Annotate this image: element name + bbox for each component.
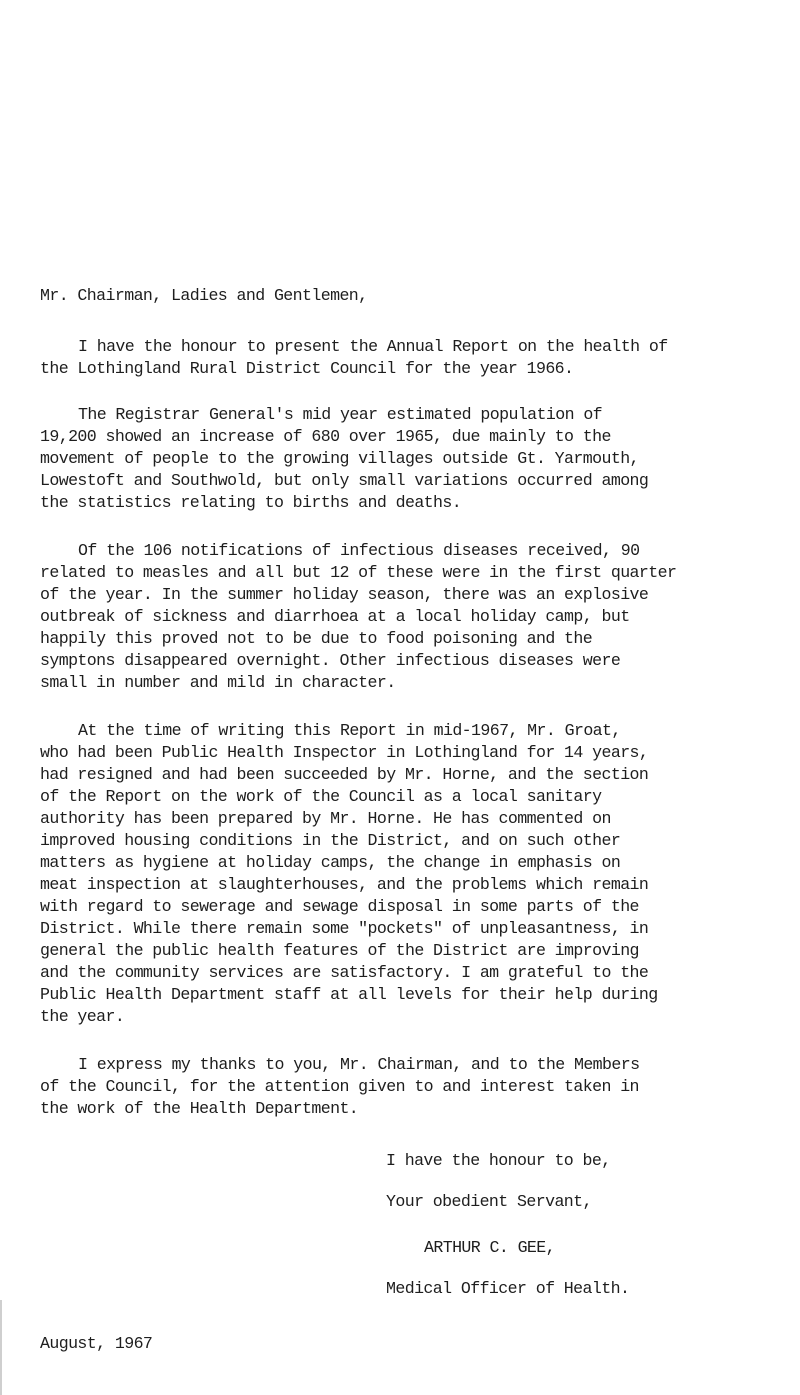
paragraph-5-line-2: of the Council, for the attention given to and interest taken in — [40, 1077, 639, 1096]
paragraph-3-line-6: symptons disappeared overnight. Other infectious diseases were — [40, 651, 621, 670]
paragraph-4-line-3: had resigned and had been succeeded by Mr. Horne, and the section — [40, 765, 649, 784]
paragraph-4-line-4: of the Report on the work of the Council as a local sanitary — [40, 787, 602, 806]
paragraph-4-line-13: Public Health Department staff at all levels for their help during — [40, 985, 658, 1004]
paragraph-4-line-5: authority has been prepared by Mr. Horne. He has commented on — [40, 809, 611, 828]
paragraph-4-line-11: general the public health features of the District are improving — [40, 941, 639, 960]
closing-servant: Your obedient Servant, — [386, 1192, 592, 1211]
paragraph-2-line-2: 19,200 showed an increase of 680 over 1965, due mainly to the — [40, 427, 611, 446]
paragraph-2-line-5: the statistics relating to births and deaths. — [40, 493, 462, 512]
paragraph-3-line-7: small in number and mild in character. — [40, 673, 396, 692]
paragraph-1-line-1: I have the honour to present the Annual Report on the health of — [78, 337, 668, 356]
report-date: August, 1967 — [40, 1334, 153, 1353]
paragraph-4-line-7: matters as hygiene at holiday camps, the change in emphasis on — [40, 853, 621, 872]
paragraph-4-line-8: meat inspection at slaughterhouses, and the problems which remain — [40, 875, 649, 894]
paragraph-2-line-4: Lowestoft and Southwold, but only small variations occurred among — [40, 471, 649, 490]
page-edge-mark — [0, 1300, 2, 1395]
paragraph-2-line-1: The Registrar General's mid year estimated population of — [78, 405, 603, 424]
paragraph-4-line-9: with regard to sewerage and sewage disposal in some parts of the — [40, 897, 639, 916]
paragraph-2-line-3: movement of people to the growing villages outside Gt. Yarmouth, — [40, 449, 639, 468]
paragraph-4-line-14: the year. — [40, 1007, 125, 1026]
paragraph-1-line-2: the Lothingland Rural District Council for the year 1966. — [40, 359, 574, 378]
paragraph-5-line-1: I express my thanks to you, Mr. Chairman, and to the Members — [78, 1055, 640, 1074]
closing-honour: I have the honour to be, — [386, 1151, 611, 1170]
paragraph-5-line-3: the work of the Health Department. — [40, 1099, 359, 1118]
paragraph-3-line-4: outbreak of sickness and diarrhoea at a local holiday camp, but — [40, 607, 630, 626]
paragraph-3-line-5: happily this proved not to be due to food poisoning and the — [40, 629, 593, 648]
paragraph-4-line-1: At the time of writing this Report in mid-1967, Mr. Groat, — [78, 721, 621, 740]
paragraph-4-line-10: District. While there remain some "pockets" of unpleasantness, in — [40, 919, 649, 938]
paragraph-4-line-2: who had been Public Health Inspector in Lothingland for 14 years, — [40, 743, 649, 762]
paragraph-3-line-3: of the year. In the summer holiday season, there was an explosive — [40, 585, 649, 604]
signatory-name: ARTHUR C. GEE, — [424, 1238, 556, 1257]
signatory-title: Medical Officer of Health. — [386, 1279, 630, 1298]
paragraph-3-line-1: Of the 106 notifications of infectious diseases received, 90 — [78, 541, 640, 560]
paragraph-4-line-6: improved housing conditions in the District, and on such other — [40, 831, 621, 850]
paragraph-3-line-2: related to measles and all but 12 of these were in the first quarter — [40, 563, 677, 582]
paragraph-4-line-12: and the community services are satisfactory. I am grateful to the — [40, 963, 649, 982]
salutation: Mr. Chairman, Ladies and Gentlemen, — [40, 286, 368, 305]
